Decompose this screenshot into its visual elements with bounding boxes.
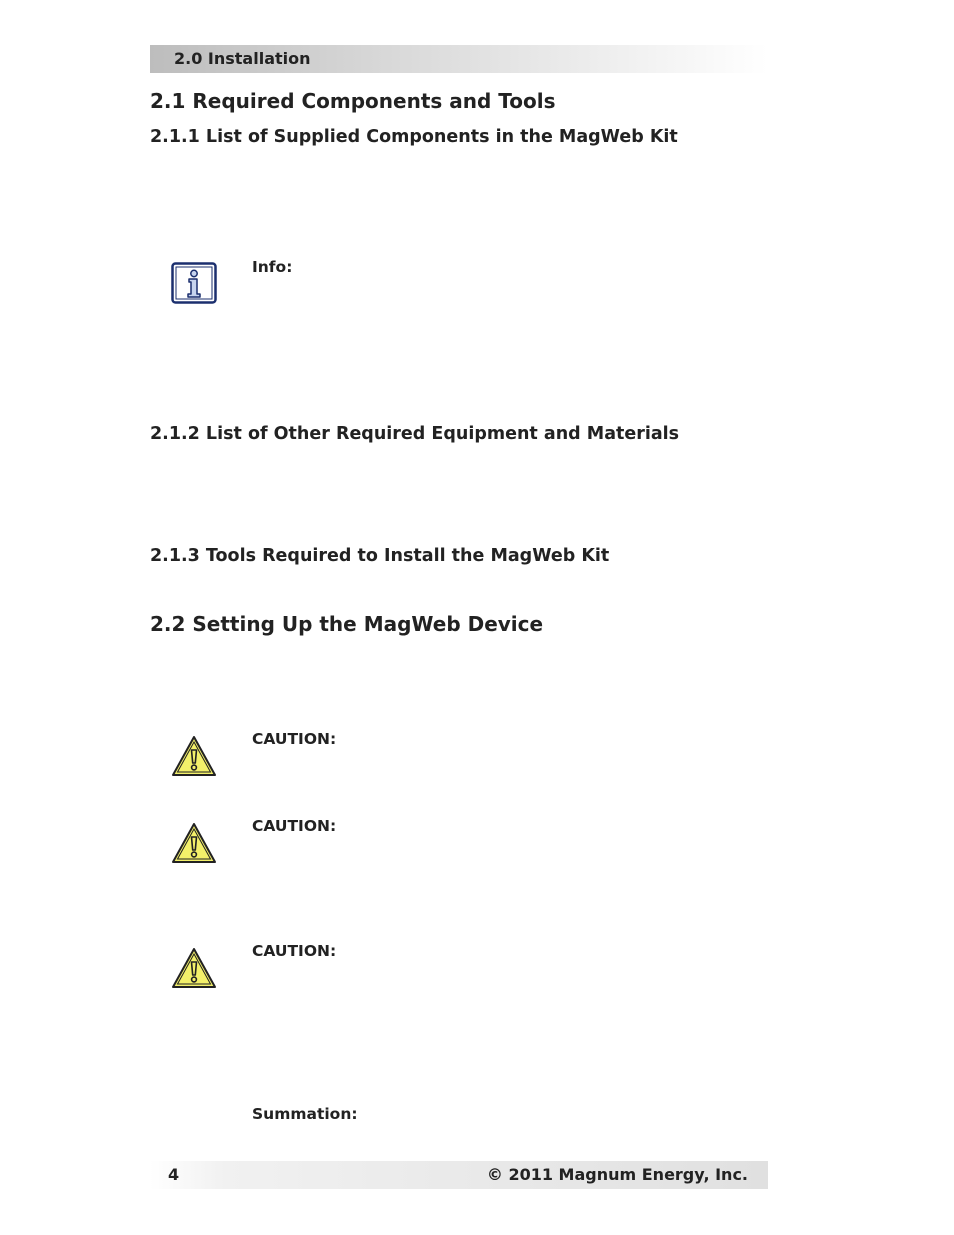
warning-triangle-icon (171, 946, 217, 990)
heading-2-1-1: 2.1.1 List of Supplied Components in the MagWeb Kit (150, 127, 678, 147)
caution-label-2: CAUTION: (252, 817, 337, 835)
info-label: Info: (252, 258, 293, 276)
heading-2-1-2: 2.1.2 List of Other Required Equipment and Materials (150, 424, 680, 444)
caution-label-3: CAUTION: (252, 942, 337, 960)
warning-triangle-icon (171, 734, 217, 778)
heading-2-2: 2.2 Setting Up the MagWeb Device (150, 612, 544, 636)
page-number: 4 (168, 1165, 180, 1184)
heading-2-1-3: 2.1.3 Tools Required to Install the MagWeb Kit (150, 546, 610, 566)
footer-copyright: © 2011 Magnum Energy, Inc. (486, 1165, 748, 1184)
heading-2-1: 2.1 Required Components and Tools (150, 89, 556, 113)
info-icon (171, 262, 217, 306)
section-header-label: 2.0 Installation (174, 49, 311, 68)
caution-label-1: CAUTION: (252, 730, 337, 748)
summation-label: Summation: (252, 1105, 358, 1123)
warning-triangle-icon (171, 821, 217, 865)
